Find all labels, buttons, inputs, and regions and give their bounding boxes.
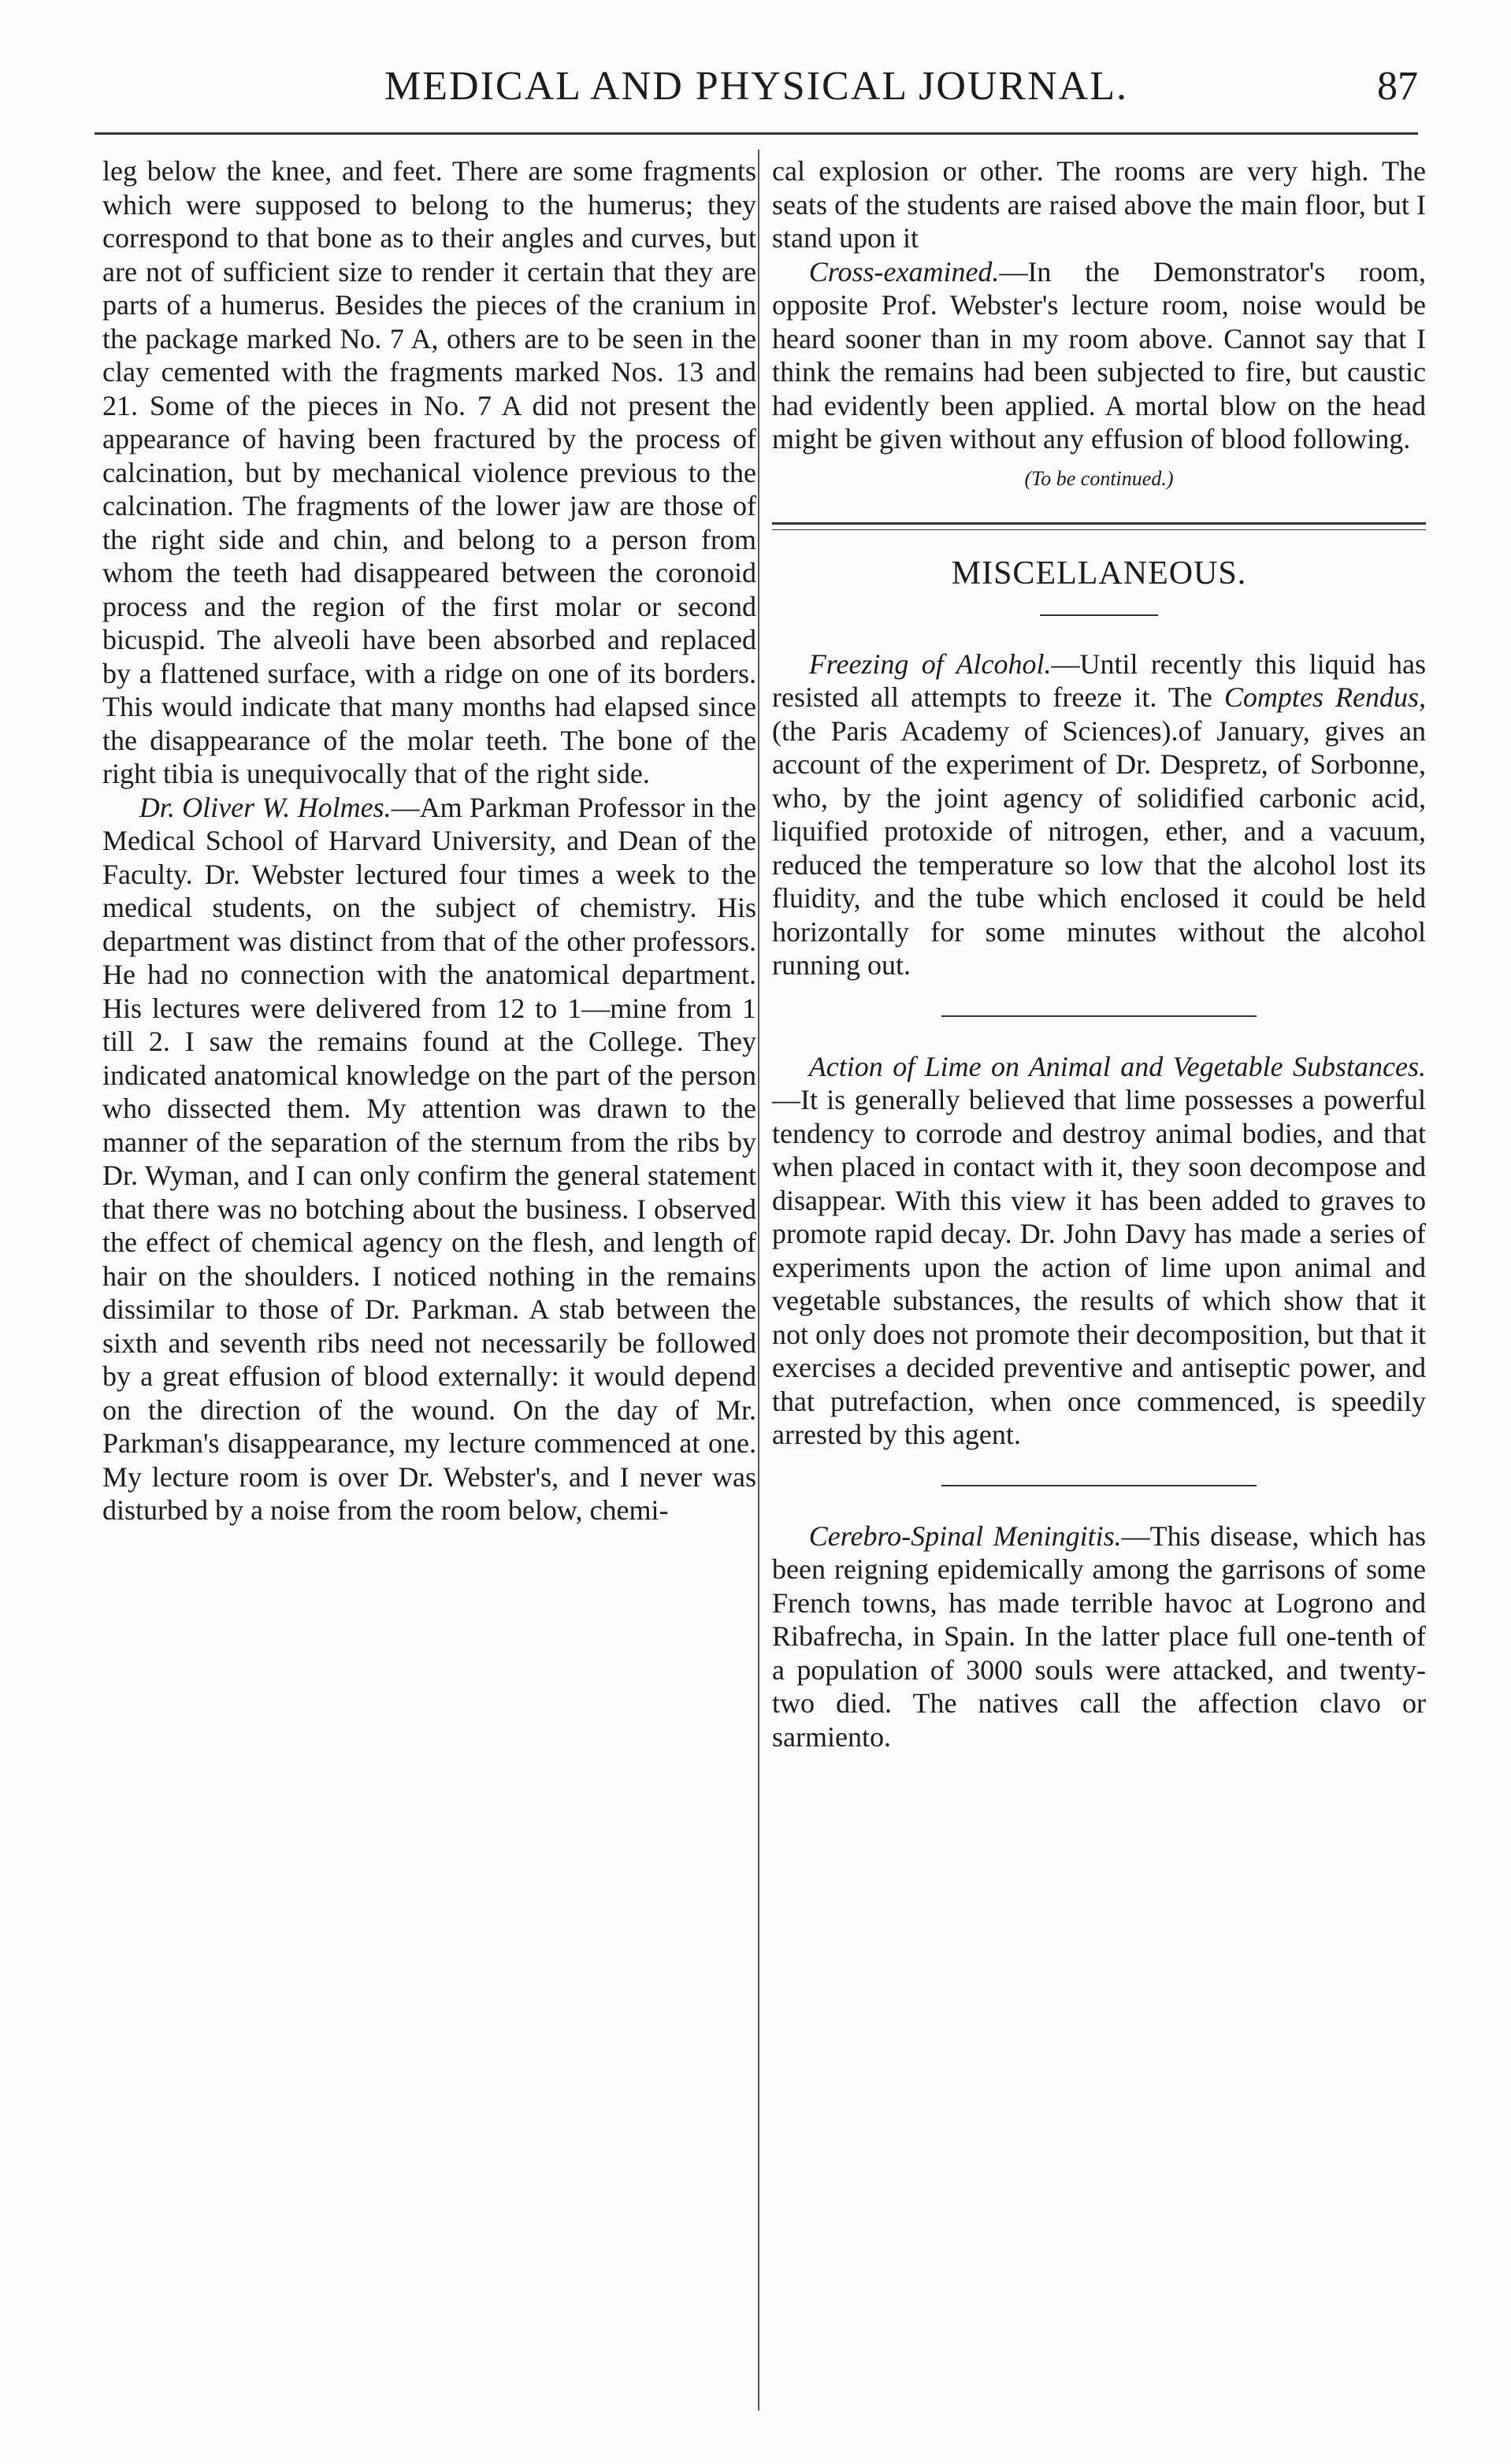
article-body: —Until recently this liquid has resisted all attempts to freeze it. The bbox=[772, 648, 1426, 713]
cross-examined-body: —In the Demonstrator's room, opposite Prof. Webster's lecture room, noise would be heard sooner than in my room above. Cannot say that I think the remains had been subjected to fire, but caustic had evidently been applied. A mortal blow on the head might be given without any effusion of blood following. bbox=[772, 255, 1426, 455]
column-divider bbox=[758, 150, 759, 2410]
paragraph-cross-examined bbox=[772, 255, 1426, 456]
paragraph-holmes bbox=[102, 791, 756, 1527]
article-divider bbox=[941, 1015, 1257, 1017]
right-column bbox=[772, 154, 1426, 2439]
section-rule bbox=[772, 522, 1426, 530]
article-lead: Cerebro-Spinal Meningitis. bbox=[808, 1520, 1122, 1552]
article-freezing-alcohol bbox=[772, 648, 1426, 982]
section-title: MISCELLANEOUS. bbox=[951, 555, 1247, 592]
header-rule bbox=[95, 132, 1418, 135]
short-rule bbox=[1040, 614, 1158, 616]
cross-examined-lead: Cross-examined. bbox=[808, 255, 1000, 288]
page-number: 87 bbox=[1377, 64, 1418, 109]
to-be-continued: (To be continued.) bbox=[1024, 466, 1174, 490]
holmes-lead: Dr. Oliver W. Holmes. bbox=[139, 791, 392, 823]
paragraph: leg below the knee, and feet. There are some fragments which were supposed to belong to the humerus; they correspond to that bone as to their angles and curves, but are not of sufficient size to render it certain that they are parts of a humerus. Besides the pieces of the cranium in the package marked No. 7 A, others are to be seen in the clay cemented with the fragments marked Nos. 13 and 21. Some of the pieces in No. 7 A did not present the appearance of having been fractured by the process of calcination, but by mechanical violence previous to the calcination. The fragments of the lower jaw are those of the right side and chin, and belong to a person from whom the teeth had disappeared between the coronoid process and the region of the first molar or second bicuspid. The alveoli have been absorbed and replaced by a flattened surface, with a ridge on one of its borders. This would indicate that many months had elapsed since the disappearance of the molar teeth. The bone of the right tibia is unequivocally that of the right side. bbox=[102, 155, 756, 789]
article-lead: Action of Lime on Animal and Vegetable Substances. bbox=[808, 1050, 1426, 1082]
article-italic: Comptes Rendus, bbox=[1223, 681, 1426, 713]
left-column bbox=[102, 154, 756, 2462]
journal-title: MEDICAL AND PHYSICAL JOURNAL. bbox=[384, 64, 1128, 109]
page-header bbox=[95, 57, 1418, 112]
article-body: —This disease, which has been reigning epidemically among the garrisons of some French towns, has made terrible havoc at Logrono and Ribafrecha, in Spain. In the latter place full one-tenth of a population of 3000 souls were attacked, and twenty-two died. The natives call the affection clavo or sarmiento. bbox=[772, 1520, 1426, 1753]
article-body: (the Paris Academy of Sciences).of January, gives an account of the experiment of Dr. Despretz, of Sorbonne, who, by the joint agency of solidified carbonic acid, liquified protoxide of nitrogen, ether, and a vacuum, reduced the temperature so low that the alcohol lost its fluidity, and the tube which enclosed it could be held horizontally for some minutes without the alcohol running out. bbox=[772, 714, 1426, 981]
article-body: —It is generally believed that lime possesses a powerful tendency to corrode and destroy animal bodies, and that when placed in contact with it, they soon decompose and disappear. With this view it has been added to graves to promote rapid decay. Dr. John Davy has made a series of experiments upon the action of lime upon animal and vegetable substances, the results of which show that it not only does not promote their decomposition, but that it exercises a decided preventive and antiseptic power, and that putrefaction, when once commenced, is speedily arrested by this agent. bbox=[772, 1084, 1426, 1450]
article-action-of-lime bbox=[772, 1050, 1426, 1452]
article-meningitis bbox=[772, 1520, 1426, 1754]
paragraph: cal explosion or other. The rooms are very high. The seats of the students are raised above the main floor, but I stand upon it bbox=[772, 155, 1426, 254]
article-lead: Freezing of Alcohol. bbox=[808, 648, 1052, 680]
holmes-body: —Am Parkman Professor in the Medical School of Harvard University, and Dean of the Faculty. Dr. Webster lectured four times a week to the medical students, on the subject of chemistry. His department was distinct from that of the other professors. He had no connection with the anatomical department. His lectures were delivered from 12 to 1—mine from 1 till 2. I saw the remains found at the College. They indicated anatomical knowledge on the part of the person who dissected them. My attention was drawn to the manner of the separation of the sternum from the ribs by Dr. Wyman, and I can only confirm the general statement that there was no botching about the business. I observed the effect of chemical agency on the flesh, and length of hair on the shoulders. I noticed nothing in the remains dissimilar to those of Dr. Parkman. A stab between the sixth and seventh ribs need not necessarily be followed by a great effusion of blood externally: it would depend on the direction of the wound. On the day of Mr. Parkman's disappearance, my lecture commenced at one. My lecture room is over Dr. Webster's, and I never was disturbed by a noise from the room below, chemi- bbox=[102, 791, 757, 1526]
article-divider bbox=[941, 1485, 1257, 1486]
